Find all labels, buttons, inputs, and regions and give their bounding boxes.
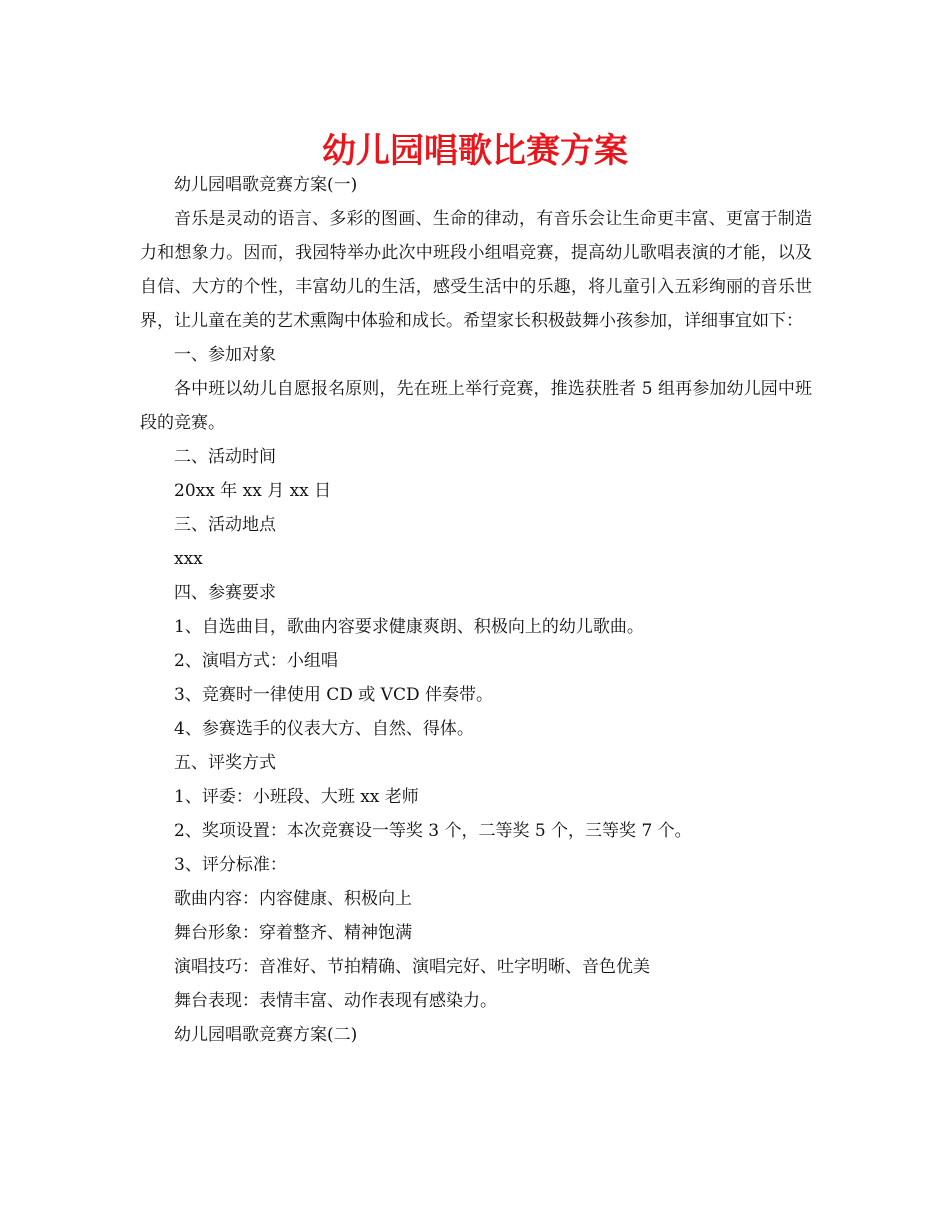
- section-heading-participants: 一、参加对象: [174, 345, 276, 365]
- award-item: 2、奖项设置：本次竞赛设一等奖 3 个，二等奖 5 个，三等奖 7 个。: [174, 821, 692, 841]
- document-body: [140, 168, 812, 1052]
- scoring-criterion: 歌曲内容：内容健康、积极向上: [174, 889, 412, 909]
- requirement-item: 3、竞赛时一律使用 CD 或 VCD 伴奏带。: [174, 685, 493, 705]
- intro-paragraph: 音乐是灵动的语言、多彩的图画、生命的律动，有音乐会让生命更丰富、更富于制造力和想象力。因而，我园特举办此次中班段小组唱竞赛，提高幼儿歌唱表演的才能，以及自信、大方的个性，丰富幼儿的生活，感受生活中的乐趣，将儿童引入五彩绚丽的音乐世界，让儿童在美的艺术熏陶中体验和成长。希望家长积极鼓舞小孩参加，详细事宜如下：: [140, 209, 812, 331]
- section-heading-requirements: 四、参赛要求: [174, 583, 276, 603]
- section-heading-time: 二、活动时间: [174, 447, 276, 467]
- participants-paragraph: 各中班以幼儿自愿报名原则，先在班上举行竞赛，推选获胜者 5 组再参加幼儿园中班段的竞赛。: [140, 379, 812, 433]
- section-heading-plan-one: 幼儿园唱歌竞赛方案(一): [174, 175, 358, 195]
- award-item: 3、评分标准：: [174, 855, 287, 875]
- scoring-criterion: 演唱技巧：音准好、节拍精确、演唱完好、吐字明晰、音色优美: [174, 957, 650, 977]
- section-heading-plan-two: 幼儿园唱歌竞赛方案(二): [174, 1025, 358, 1045]
- scoring-criterion: 舞台表现：表情丰富、动作表现有感染力。: [174, 991, 497, 1011]
- award-item: 1、评委：小班段、大班 xx 老师: [174, 787, 419, 807]
- requirement-item: 4、参赛选手的仪表大方、自然、得体。: [174, 719, 474, 739]
- scoring-criterion: 舞台形象：穿着整齐、精神饱满: [174, 923, 412, 943]
- time-paragraph: 20xx 年 xx 月 xx 日: [174, 481, 332, 501]
- location-paragraph: xxx: [174, 549, 203, 569]
- requirement-item: 2、演唱方式：小组唱: [174, 651, 338, 671]
- section-heading-awards: 五、评奖方式: [174, 753, 276, 773]
- requirement-item: 1、自选曲目，歌曲内容要求健康爽朗、积极向上的幼儿歌曲。: [174, 617, 644, 637]
- section-heading-location: 三、活动地点: [174, 515, 276, 535]
- document-title: 幼儿园唱歌比赛方案: [322, 131, 628, 171]
